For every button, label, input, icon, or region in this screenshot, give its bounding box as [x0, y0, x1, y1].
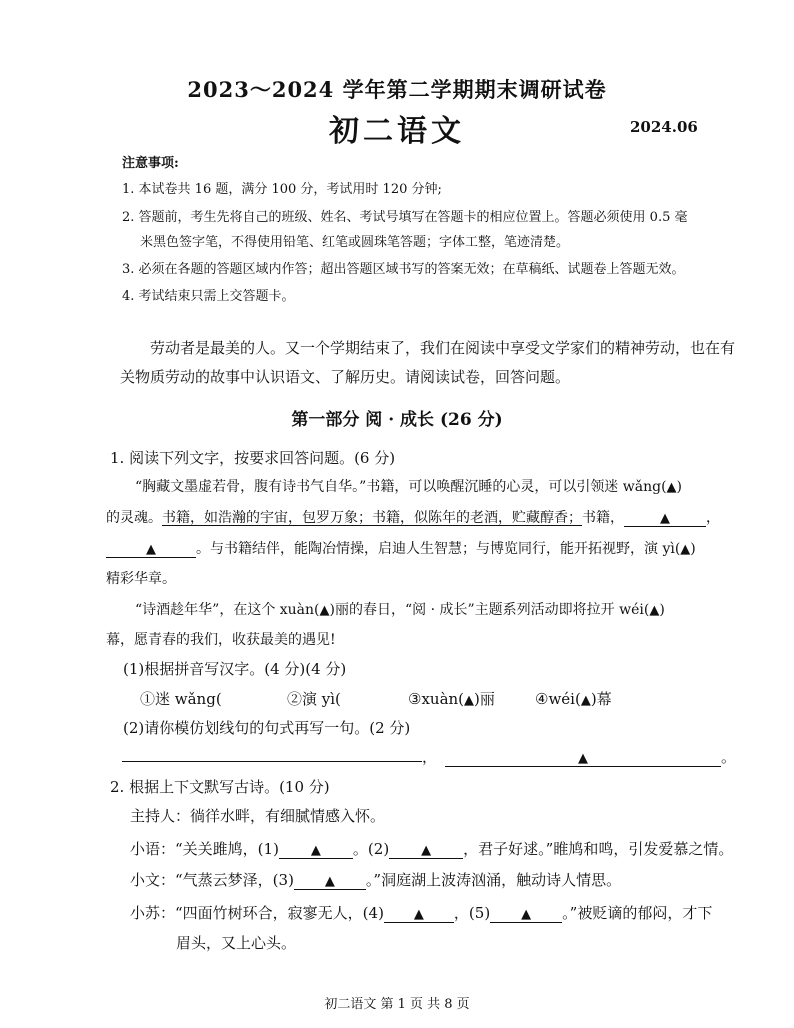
answer-blank	[122, 761, 422, 762]
q1-sub2-answer-line: ， ▲ 。	[122, 746, 736, 767]
blank-marker: ▲	[319, 603, 330, 618]
exam-title: 2023～2024 学年第二学期期末调研试卷	[187, 77, 607, 102]
subject-title: 初二语文	[329, 114, 465, 149]
q1-sub1-item: ④wéi(▲)幕	[535, 690, 612, 708]
notice-item: 2. 答题前，考生先将自己的班级、姓名、考试号填写在答题卡的相应位置上。答题必须使用 0.5 毫	[122, 210, 688, 225]
q1-sub1-item: ②演 yì(	[287, 690, 341, 708]
exam-date: 2024.06	[630, 118, 698, 136]
notice-item: 1. 本试卷共 16 题，满分 100 分，考试用时 120 分钟;	[122, 182, 442, 197]
q2-xiaosu-line: 眉头，又上心头。	[176, 934, 297, 952]
q1-sub1-label: (1)根据拼音写汉字。(4 分)(4 分)	[123, 660, 347, 678]
answer-blank: ▲	[384, 906, 454, 923]
q1-stem: 1. 阅读下列文字，按要求回答问题。(6 分)	[110, 449, 396, 467]
notice-heading: 注意事项:	[122, 156, 179, 171]
q2-xiaoyu-line: 小语：“关关雎鸠，(1) ▲ 。(2) ▲ ，君子好逑。”睢鸠和鸣，引发爱慕之情。	[130, 840, 734, 858]
intro-line: 劳动者是最美的人。又一个学期结束了，我们在阅读中享受文学家们的精神劳动，也在有	[150, 339, 736, 357]
q1-sub2-label: (2)请你模仿划线句的句式再写一句。(2 分)	[123, 719, 411, 737]
q1-p2-line: “诗酒趁年华”，在这个 xuàn(▲)丽的春日，“阅 · 成长”主题系列活动即将拉开 wéi(▲)	[135, 602, 665, 618]
page-footer: 初二语文 第 1 页 共 8 页	[324, 997, 470, 1012]
q1-sub1-item: ①迷 wǎng(	[140, 690, 222, 708]
answer-blank: ▲	[279, 842, 353, 859]
answer-blank: ▲	[624, 511, 706, 527]
q1-sub1-item: ③xuàn(▲)丽	[408, 690, 495, 708]
answer-blank: ▲	[445, 750, 721, 767]
notice-item: 米黑色签字笔，不得使用铅笔、红笔或圆珠笔答题；字体工整，笔迹清楚。	[140, 235, 570, 250]
intro-line: 关物质劳动的故事中认识语文、了解历史。请阅读试卷，回答问题。	[120, 368, 571, 386]
section-title: 第一部分 阅 · 成长 (26 分)	[291, 410, 503, 430]
q1-p1-line: 的灵魂。书籍，如浩瀚的宇宙，包罗万象；书籍，似陈年的老酒，贮藏醇香；书籍， ▲ ，	[106, 510, 720, 526]
answer-blank: ▲	[294, 873, 366, 890]
q1-p2-line: 幕，愿青春的我们，收获最美的遇见!	[106, 632, 336, 648]
answer-blank: ▲	[490, 906, 562, 923]
notice-item: 3. 必须在各题的答题区域内作答；超出答题区域书写的答案无效；在草稿纸、试题卷上答题无效。	[122, 262, 685, 277]
q2-xiaowen-line: 小文：“气蒸云梦泽，(3) ▲ 。”洞庭湖上波涛汹涌，触动诗人情思。	[130, 871, 622, 889]
q1-p1-line: ▲ 。与书籍结伴，能陶冶情操，启迪人生智慧；与博览同行，能开拓视野，演 yì(▲)	[106, 538, 696, 558]
blank-marker: ▲	[680, 542, 691, 557]
answer-blank: ▲	[389, 842, 463, 859]
q1-p1-line: 精彩华章。	[106, 571, 176, 587]
notice-item: 4. 考试结束只需上交答题卡。	[122, 289, 295, 304]
blank-marker: ▲	[666, 480, 677, 495]
q2-stem: 2. 根据上下文默写古诗。(10 分)	[110, 778, 330, 796]
answer-blank: ▲	[106, 542, 196, 558]
q2-xiaosu-line: 小苏：“四面竹树环合，寂寥无人，(4) ▲ ，(5) ▲ 。”被贬谪的郁闷，才下	[130, 904, 713, 922]
q2-host-line: 主持人：徜徉水畔，有细腻情感入怀。	[130, 807, 386, 825]
q1-p1-line: “胸藏文墨虚若骨，腹有诗书气自华。”书籍，可以唤醒沉睡的心灵，可以引领迷 wǎng(▲)	[135, 479, 683, 495]
underlined-sentence: 书籍，如浩瀚的宇宙，包罗万象；书籍，似陈年的老酒，贮藏醇香；	[162, 510, 582, 526]
blank-marker: ▲	[649, 603, 660, 618]
